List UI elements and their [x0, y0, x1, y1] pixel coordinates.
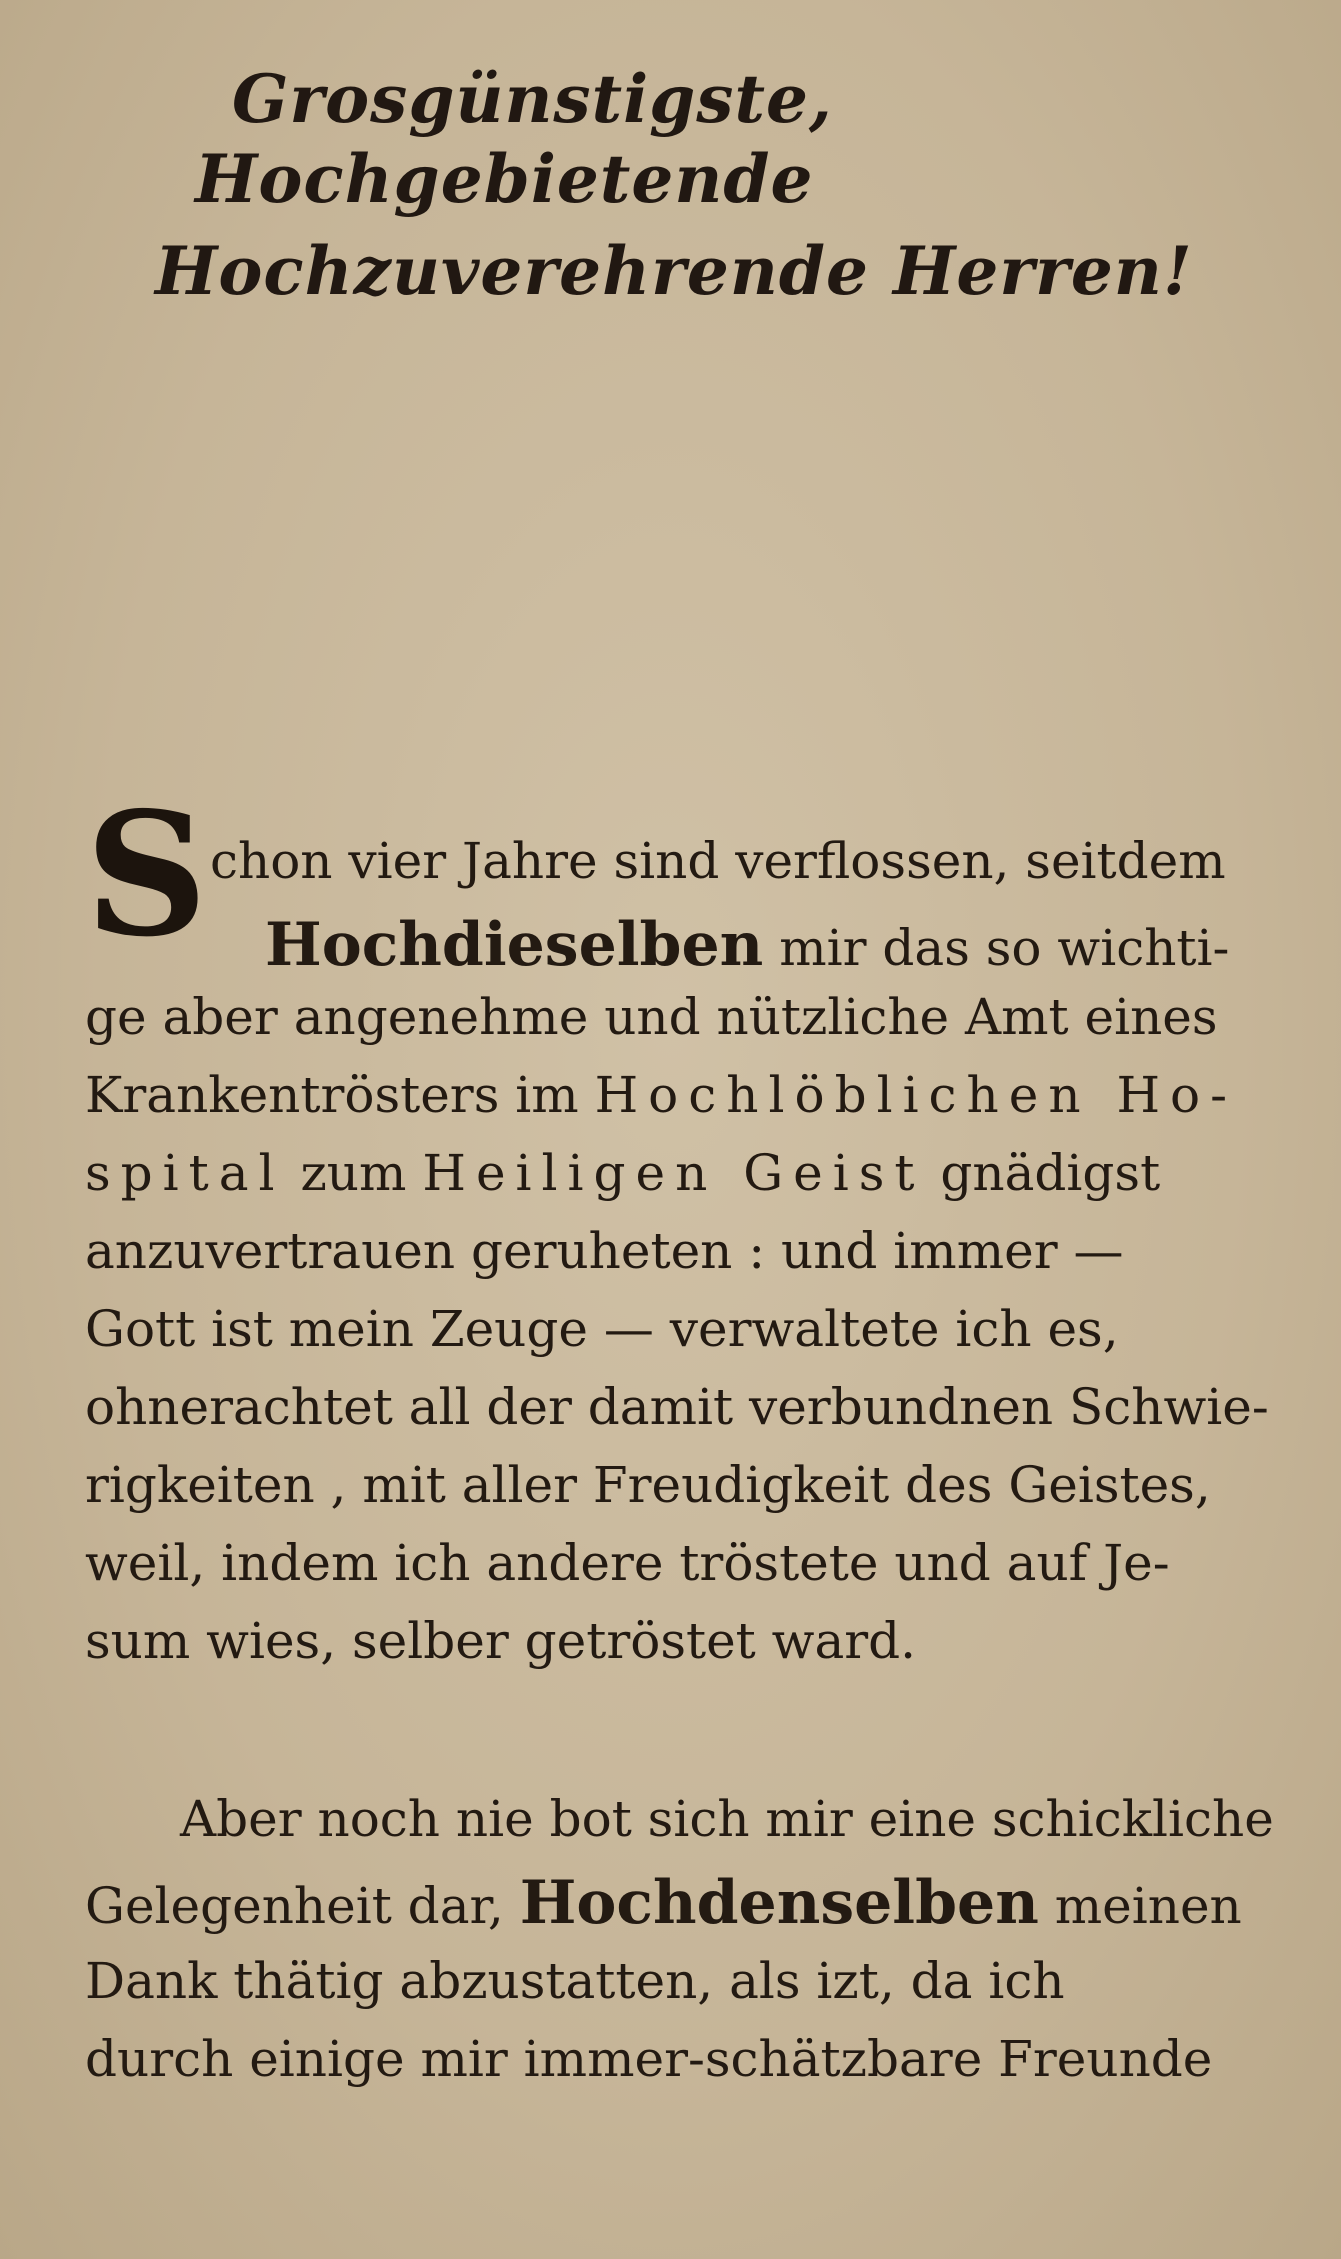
salutation-line-3: Hochzuverehrende Herren! [155, 232, 1193, 310]
paragraph-1-line-3: ge aber angenehme und nützliche Amt eines [85, 988, 1218, 1046]
paragraph-2-line-3: Dank thätig abzustatten, als izt, da ich [85, 1952, 1065, 2010]
paragraph-1-line-5-zum: zum [300, 1144, 407, 1202]
paragraph-1-line-2-rest: mir das so wichti- [779, 919, 1230, 977]
paragraph-1-line-4 [85, 1066, 1237, 1124]
paragraph-1-line-1: chon vier Jahre sind verflossen, seitdem [210, 832, 1226, 890]
paragraph-2-line-1: Aber noch nie bot sich mir eine schickliche [180, 1790, 1274, 1848]
paragraph-2-line-2-end: meinen [1054, 1877, 1242, 1935]
emphasis-hochdenselben: Hochdenselben [519, 1868, 1039, 1938]
salutation-line-2: Hochgebietende [195, 140, 814, 218]
paragraph-1-line-9: rigkeiten , mit aller Freudigkeit des Geistes, [85, 1456, 1211, 1514]
drop-cap-initial: S [85, 775, 208, 975]
paragraph-1-line-11: sum wies, selber getröstet ward. [85, 1612, 917, 1670]
paragraph-1-line-10: weil, indem ich andere tröstete und auf Je- [85, 1534, 1170, 1592]
paragraph-1-line-7: Gott ist mein Zeuge — verwaltete ich es, [85, 1300, 1119, 1358]
paragraph-1-line-2 [265, 910, 1229, 980]
salutation-line-1: Grosgünstigste, [232, 60, 833, 138]
paragraph-1-line-5-end: gnädigst [940, 1144, 1161, 1202]
paragraph-1-line-5 [85, 1144, 1160, 1202]
paragraph-1-line-8: ohnerachtet all der damit verbundnen Schwie- [85, 1378, 1269, 1436]
paragraph-1-line-6: anzuvertrauen geruheten : und immer — [85, 1222, 1124, 1280]
emphasis-hochloeblichen: Hochlöblichen Ho- [594, 1066, 1238, 1124]
paragraph-2-line-2-start: Gelegenheit dar, [85, 1877, 504, 1935]
paragraph-2-line-4: durch einige mir immer-schätzbare Freunde [85, 2030, 1213, 2088]
bleed-through-text [80, 360, 1220, 780]
paragraph-1-line-4-start: Krankentrösters im [85, 1066, 579, 1124]
paragraph-1-line-5-start: spital [85, 1144, 285, 1202]
paragraph-2-line-2 [85, 1868, 1242, 1938]
emphasis-hochdieselben: Hochdieselben [265, 910, 764, 980]
emphasis-heiligen-geist: Heiligen Geist [422, 1144, 925, 1202]
